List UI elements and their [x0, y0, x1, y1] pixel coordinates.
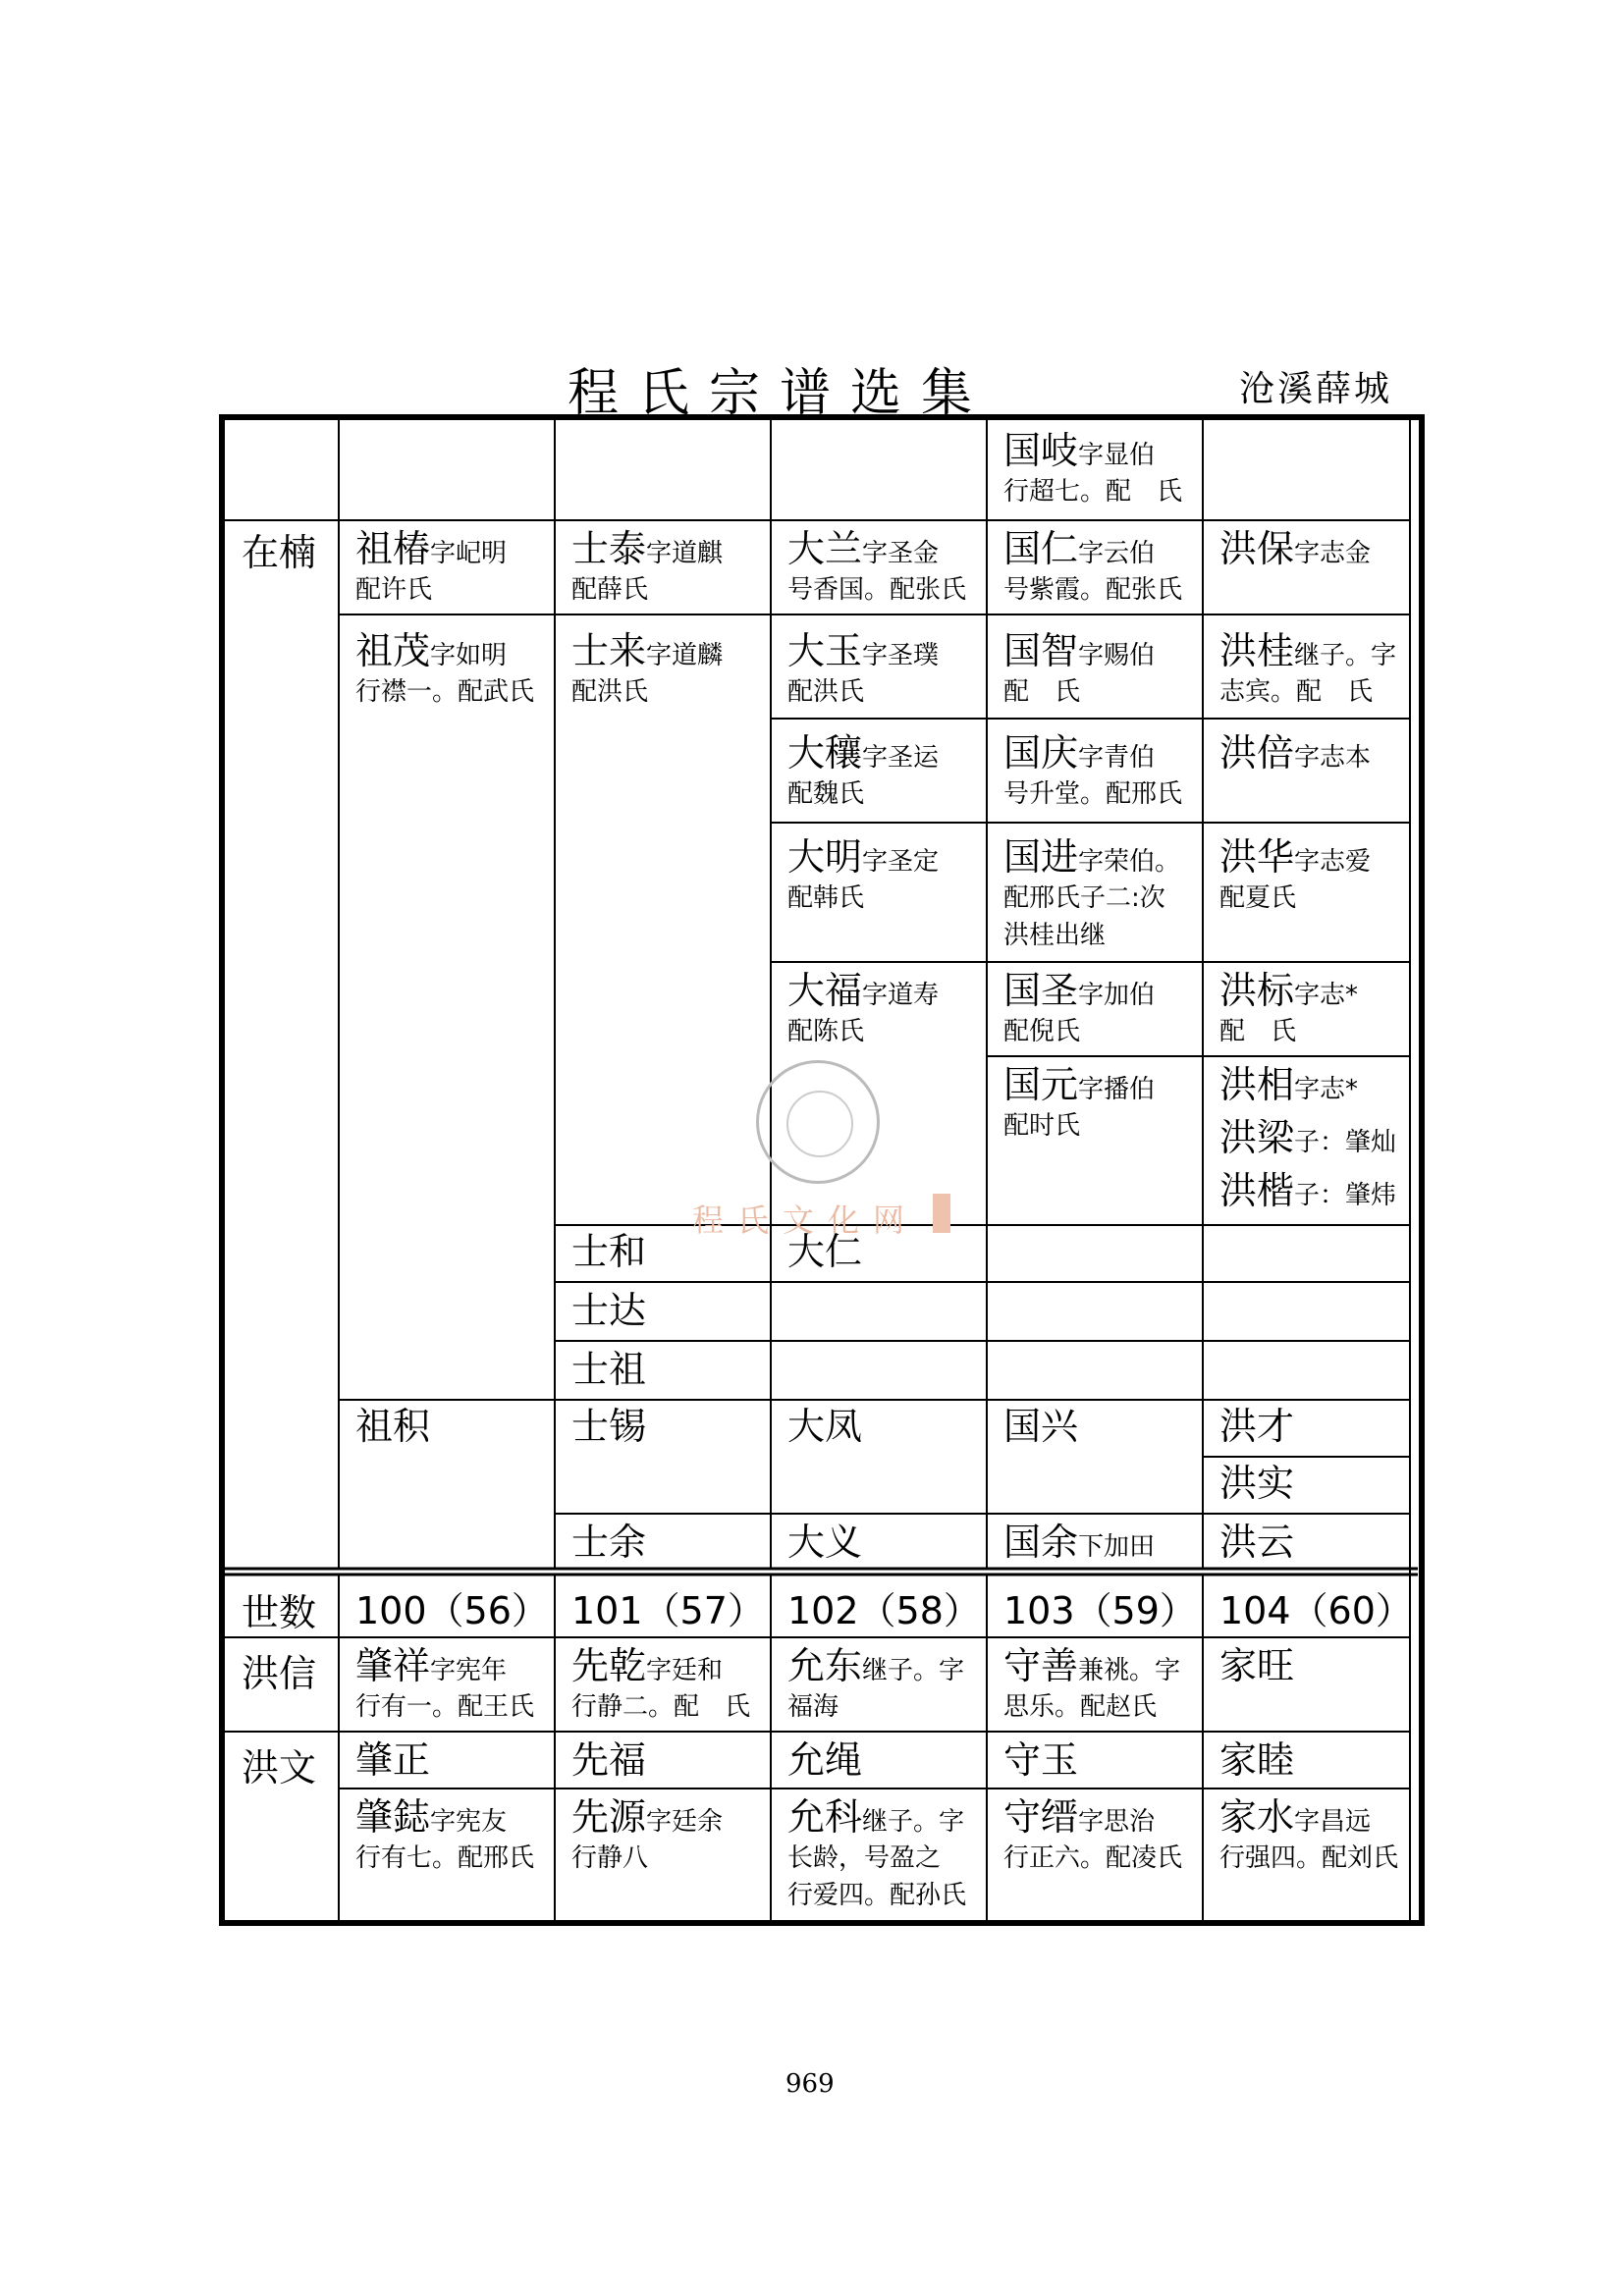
person-entry: 大玉字圣璞 配洪氏: [787, 629, 940, 707]
person-entry: 洪保字志金: [1219, 527, 1372, 570]
person-entry: 国圣字加伯 配倪氏: [1003, 969, 1156, 1046]
person-entry: 洪实: [1219, 1462, 1295, 1505]
label-hongxin: 洪信: [242, 1652, 317, 1695]
person-entry: 允绳: [787, 1738, 863, 1782]
person-entry: 大凤: [787, 1405, 863, 1448]
person-entry: 国余下加田: [1003, 1521, 1156, 1564]
label-hongwen: 洪文: [242, 1746, 317, 1789]
person-entry: 国元字播伯 配时氏: [1003, 1063, 1156, 1141]
person-entry: 大兰字圣金 号香国。配张氏: [787, 527, 967, 605]
label-shishu: 世数: [242, 1591, 317, 1634]
person-entry: 大福字道寿 配陈氏: [787, 969, 940, 1046]
person-entry: 士来字道麟 配洪氏: [571, 629, 724, 707]
person-entry: 家睦: [1219, 1738, 1295, 1782]
person-entry: 国庆字青伯 号升堂。配邢氏: [1003, 731, 1183, 809]
label-zainan: 在楠: [242, 531, 317, 574]
person-entry: 洪华字志爱 配夏氏: [1219, 835, 1372, 913]
person-entry: 国兴: [1003, 1405, 1079, 1448]
person-entry: 肇祥字宪年 行有一。配王氏: [355, 1644, 535, 1722]
person-entry: 国智字赐伯 配 氏: [1003, 629, 1156, 707]
place-name: 沧溪薛城: [1239, 369, 1393, 409]
person-entry: 洪倍字志本: [1219, 731, 1372, 774]
person-entry: 先源字廷余 行静八: [571, 1795, 724, 1873]
person-entry: 洪楷子：肇炜: [1219, 1169, 1397, 1212]
person-entry: 洪相字志*: [1219, 1063, 1359, 1106]
person-entry: 肇正: [355, 1738, 431, 1782]
person-entry: 家水字昌远 行强四。配刘氏: [1219, 1795, 1399, 1873]
person-entry: 守善兼祧。字 思乐。配赵氏: [1003, 1644, 1181, 1722]
person-entry: 士和: [571, 1230, 647, 1273]
person-entry: 大穰字圣运 配魏氏: [787, 731, 940, 809]
person-entry: 允科继子。字 长龄，号盈之 行爱四。配孙氏: [787, 1795, 967, 1910]
person-entry: 士锡: [571, 1405, 647, 1448]
book-title: 程氏宗谱选集: [568, 364, 993, 423]
person-entry: 士达: [571, 1289, 647, 1332]
person-entry: 肇鋕字宪友 行有七。配邢氏: [355, 1795, 535, 1873]
person-entry: 祖茂字如明 行襟一。配武氏: [355, 629, 535, 707]
seal-watermark-icon: [756, 1060, 880, 1184]
person-entry: 先乾字廷和 行静二。配 氏: [571, 1644, 751, 1722]
person-entry: 祖椿字屺明 配许氏: [355, 527, 508, 605]
person-entry: 士泰字道麒 配薛氏: [571, 527, 724, 605]
person-entry: 洪桂继子。字 志宾。配 氏: [1219, 629, 1397, 707]
person-entry: 大仁: [787, 1230, 863, 1273]
person-entry: 洪梁子：肇灿: [1219, 1116, 1397, 1159]
watermark-stamp-icon: [933, 1194, 950, 1233]
generation-number: 100（56）: [355, 1589, 549, 1632]
person-entry: 士祖: [571, 1348, 647, 1391]
generation-number: 104（60）: [1219, 1589, 1413, 1632]
person-entry: 大明字圣定 配韩氏: [787, 835, 940, 913]
person-entry: 祖积: [355, 1405, 431, 1448]
person-entry: 洪才: [1219, 1405, 1295, 1448]
person-entry: 允东继子。字 福海: [787, 1644, 965, 1722]
person-entry: 守缙字思治 行正六。配凌氏: [1003, 1795, 1183, 1873]
person-entry: 洪标字志* 配 氏: [1219, 969, 1359, 1046]
watermark-text: 程氏文化网: [692, 1201, 919, 1239]
page-number: 969: [785, 2069, 835, 2099]
generation-number: 102（58）: [787, 1589, 981, 1632]
person-entry: 洪云: [1219, 1521, 1295, 1564]
person-entry: 守玉: [1003, 1738, 1079, 1782]
person-entry: 国进字荣伯。 配邢氏子二:次 洪桂出继: [1003, 835, 1181, 950]
person-entry: 家旺: [1219, 1644, 1295, 1687]
person-entry: 国岐字显伯 行超七。配 氏: [1003, 429, 1183, 507]
person-entry: 士余: [571, 1521, 647, 1564]
person-entry: 先福: [571, 1738, 647, 1782]
generation-number: 103（59）: [1003, 1589, 1197, 1632]
generation-number: 101（57）: [571, 1589, 765, 1632]
person-entry: 国仁字云伯 号紫霞。配张氏: [1003, 527, 1183, 605]
person-entry: 大义: [787, 1521, 863, 1564]
